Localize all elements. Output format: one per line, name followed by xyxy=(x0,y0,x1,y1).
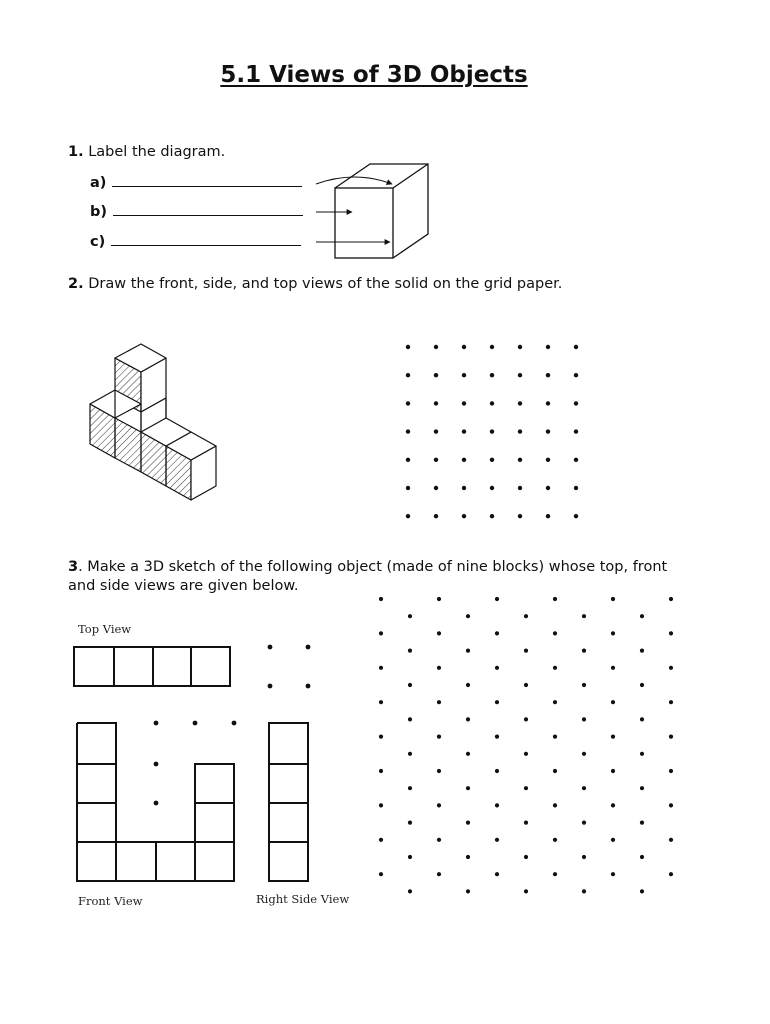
grid-dot xyxy=(466,821,470,825)
page-title: 5.1 Views of 3D Objects xyxy=(220,62,528,88)
grid-dot xyxy=(437,838,441,842)
grid-dot xyxy=(553,597,557,601)
question-2-number: 2. xyxy=(68,276,84,292)
grid-dot xyxy=(611,597,615,601)
grid-dot xyxy=(408,889,412,893)
grid-dot xyxy=(408,821,412,825)
grid-dot xyxy=(524,821,528,825)
grid-dot xyxy=(379,700,383,704)
grid-dot xyxy=(466,649,470,653)
grid-dot xyxy=(524,889,528,893)
grid-dot xyxy=(437,631,441,635)
front-view-caption: Front View xyxy=(78,894,143,908)
grid-dot xyxy=(379,872,383,876)
grid-dot xyxy=(379,666,383,670)
question-3-number: 3 xyxy=(68,559,79,575)
grid-dot xyxy=(553,666,557,670)
grid-dot xyxy=(524,717,528,721)
grid-dot xyxy=(379,631,383,635)
grid-dot xyxy=(582,786,586,790)
grid-dot xyxy=(379,838,383,842)
grid-dot xyxy=(379,769,383,773)
grid-dot xyxy=(466,855,470,859)
grid-dot xyxy=(669,597,673,601)
grid-dot xyxy=(582,889,586,893)
grid-dot xyxy=(582,717,586,721)
grid-dot xyxy=(611,838,615,842)
grid-dot xyxy=(669,803,673,807)
grid-dot xyxy=(408,649,412,653)
grid-dot xyxy=(437,872,441,876)
grid-dot xyxy=(669,631,673,635)
grid-dot xyxy=(495,769,499,773)
grid-dot xyxy=(524,786,528,790)
grid-dot xyxy=(669,700,673,704)
grid-dot xyxy=(582,614,586,618)
grid-dot xyxy=(437,666,441,670)
grid-dot xyxy=(408,752,412,756)
grid-dot xyxy=(466,683,470,687)
grid-dot xyxy=(669,666,673,670)
question-1-text: Label the diagram. xyxy=(83,144,226,160)
grid-dot xyxy=(640,889,644,893)
grid-dot xyxy=(495,666,499,670)
grid-dot xyxy=(495,597,499,601)
grid-dot xyxy=(495,838,499,842)
grid-dot xyxy=(640,855,644,859)
grid-dot xyxy=(495,872,499,876)
grid-dot xyxy=(582,821,586,825)
grid-dot xyxy=(611,803,615,807)
grid-dot xyxy=(582,855,586,859)
grid-dot xyxy=(437,803,441,807)
grid-dot xyxy=(495,631,499,635)
answer-b-label: b) xyxy=(90,204,108,220)
grid-dot xyxy=(611,666,615,670)
grid-dot xyxy=(379,803,383,807)
grid-dot xyxy=(495,735,499,739)
grid-dot xyxy=(379,735,383,739)
answer-c-label: c) xyxy=(90,234,106,250)
grid-dot xyxy=(408,683,412,687)
question-2-text: Draw the front, side, and top views of the solid on the grid paper. xyxy=(83,276,563,292)
grid-dot xyxy=(408,717,412,721)
grid-dot xyxy=(611,769,615,773)
grid-dot xyxy=(582,683,586,687)
question-3-text: . Make a 3D sketch of the following object (made of nine blocks) whose top, front and side views are given below. xyxy=(68,559,668,594)
grid-dot xyxy=(524,649,528,653)
grid-dot xyxy=(495,803,499,807)
grid-dot xyxy=(640,752,644,756)
grid-dot xyxy=(437,769,441,773)
grid-dot xyxy=(553,735,557,739)
grid-dot xyxy=(640,614,644,618)
grid-dot xyxy=(640,786,644,790)
grid-dot xyxy=(495,700,499,704)
grid-dot xyxy=(437,597,441,601)
grid-dot xyxy=(611,735,615,739)
grid-dot xyxy=(669,838,673,842)
grid-dot xyxy=(437,735,441,739)
grid-dot xyxy=(640,821,644,825)
grid-dot xyxy=(553,803,557,807)
grid-dot xyxy=(553,838,557,842)
grid-dot xyxy=(582,752,586,756)
grid-dot xyxy=(553,769,557,773)
side-view-caption: Right Side View xyxy=(256,892,350,906)
grid-dot xyxy=(524,752,528,756)
grid-dot xyxy=(408,855,412,859)
question-1-number: 1. xyxy=(68,144,84,160)
grid-dot xyxy=(553,631,557,635)
grid-dot xyxy=(553,872,557,876)
grid-dot xyxy=(408,786,412,790)
grid-dot xyxy=(553,700,557,704)
grid-dot xyxy=(611,700,615,704)
grid-dot xyxy=(640,717,644,721)
grid-dot xyxy=(640,649,644,653)
grid-dot xyxy=(437,700,441,704)
grid-dot xyxy=(466,786,470,790)
grid-dot xyxy=(524,614,528,618)
grid-dot xyxy=(379,597,383,601)
grid-dot xyxy=(408,614,412,618)
grid-dot xyxy=(524,683,528,687)
grid-dot xyxy=(524,855,528,859)
grid-dot xyxy=(466,889,470,893)
grid-dot xyxy=(466,717,470,721)
grid-dot xyxy=(669,872,673,876)
grid-dot xyxy=(611,872,615,876)
grid-dot xyxy=(669,735,673,739)
grid-dot xyxy=(466,614,470,618)
grid-dot xyxy=(669,769,673,773)
grid-dot xyxy=(611,631,615,635)
top-view-caption: Top View xyxy=(78,622,132,636)
answer-a-label: a) xyxy=(90,175,107,191)
grid-dot xyxy=(640,683,644,687)
grid-dot xyxy=(466,752,470,756)
grid-dot xyxy=(582,649,586,653)
